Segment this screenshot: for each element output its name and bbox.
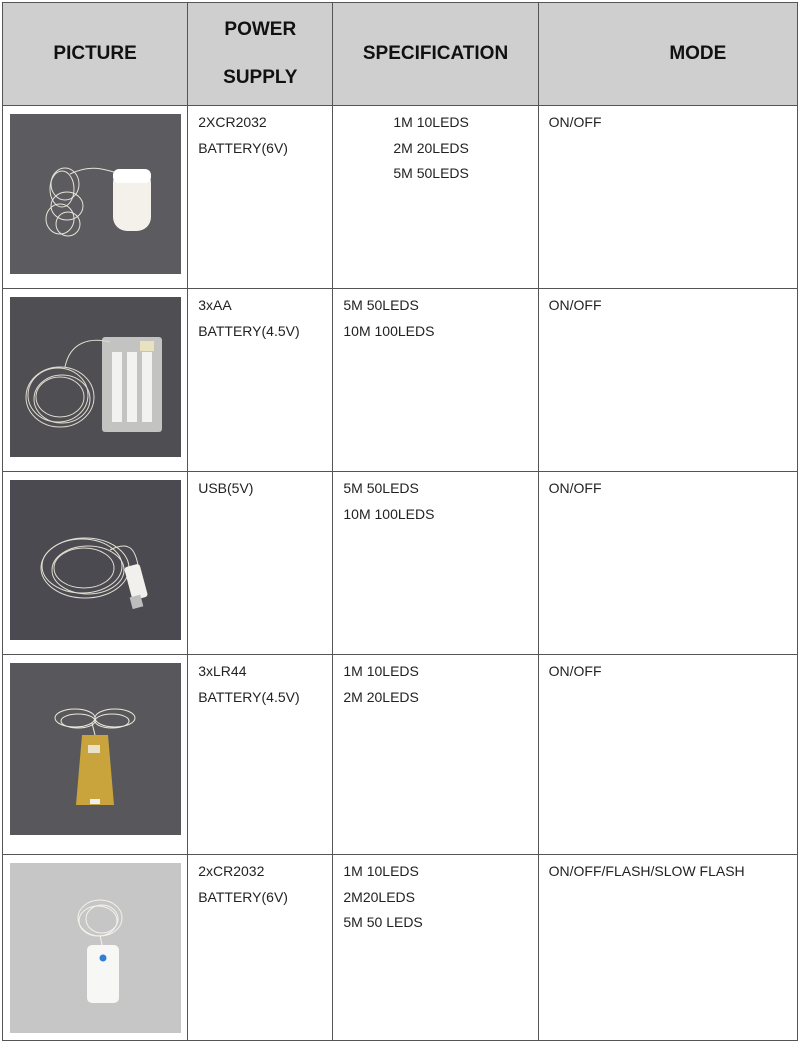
power-text: BATTERY(4.5V) — [198, 688, 300, 705]
power-text: BATTERY(4.5V) — [198, 322, 300, 339]
spec-text: 1M 10LEDS — [343, 663, 419, 679]
picture-cell — [3, 655, 188, 855]
header-power-line1: POWER — [224, 19, 297, 40]
cork-string-lights-photo — [10, 663, 181, 835]
mode-text: ON/OFF — [548, 480, 602, 496]
specification-cell — [333, 289, 538, 472]
power-supply-cell — [188, 472, 333, 655]
power-text: USB(5V) — [198, 480, 254, 496]
spec-text: 1M 10LEDS — [343, 863, 419, 879]
picture-cell — [3, 855, 188, 1041]
specification-cell — [333, 855, 538, 1041]
flash-coin-battery-string-lights-photo — [10, 863, 181, 1033]
spec-text: 2M20LEDS — [343, 888, 415, 905]
picture-cell — [3, 472, 188, 655]
power-text: BATTERY(6V) — [198, 888, 288, 905]
power-supply-cell — [188, 106, 333, 289]
header-row — [3, 3, 798, 106]
mode-text: ON/OFF — [548, 663, 602, 679]
power-supply-cell — [188, 289, 333, 472]
header-specification: SPECIFICATION — [333, 3, 538, 106]
spec-text: 1M 10LEDS — [393, 114, 469, 130]
mode-cell — [538, 289, 797, 472]
power-text: 3xAA — [198, 297, 232, 313]
spec-text: 2M 20LEDS — [393, 139, 469, 156]
product-spec-table — [2, 2, 798, 1041]
table-row — [3, 655, 798, 855]
coin-battery-string-lights-photo — [10, 114, 181, 274]
spec-text: 5M 50 LEDS — [343, 914, 423, 930]
specification-cell — [333, 106, 538, 289]
table-row — [3, 855, 798, 1041]
power-text: BATTERY(6V) — [198, 139, 288, 156]
aa-battery-string-lights-photo — [10, 297, 181, 457]
spec-text: 5M 50LEDS — [343, 480, 419, 496]
header-power-supply — [188, 3, 333, 106]
mode-cell — [538, 655, 797, 855]
header-mode: MODE — [538, 3, 797, 106]
power-text: 3xLR44 — [198, 663, 247, 679]
mode-cell — [538, 855, 797, 1041]
mode-cell — [538, 472, 797, 655]
mode-text: ON/OFF/FLASH/SLOW FLASH — [548, 863, 745, 879]
spec-text: 5M 50LEDS — [343, 297, 419, 313]
spec-text: 10M 100LEDS — [343, 505, 435, 522]
mode-text: ON/OFF — [548, 297, 602, 313]
mode-text: ON/OFF — [548, 114, 602, 130]
specification-cell — [333, 655, 538, 855]
header-power-line2: SUPPLY — [223, 67, 298, 88]
picture-cell — [3, 106, 188, 289]
table-row — [3, 106, 798, 289]
picture-cell — [3, 289, 188, 472]
spec-text: 2M 20LEDS — [343, 688, 419, 705]
spec-text: 5M 50LEDS — [393, 165, 469, 181]
usb-string-lights-photo — [10, 480, 181, 640]
specification-cell — [333, 472, 538, 655]
power-supply-cell — [188, 855, 333, 1041]
power-text: 2XCR2032 — [198, 114, 267, 130]
power-supply-cell — [188, 655, 333, 855]
spec-text: 10M 100LEDS — [343, 322, 435, 339]
table-row — [3, 472, 798, 655]
mode-cell — [538, 106, 797, 289]
header-picture: PICTURE — [3, 3, 188, 106]
power-text: 2xCR2032 — [198, 863, 265, 879]
table-row — [3, 289, 798, 472]
